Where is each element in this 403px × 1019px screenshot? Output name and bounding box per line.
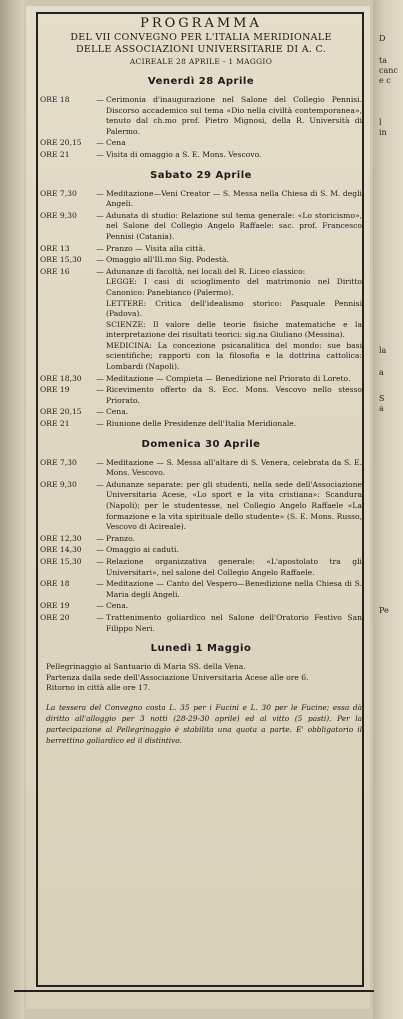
schedule-row — [40, 480, 362, 533]
schedule-row — [40, 613, 362, 634]
adjacent-fragment: in — [379, 128, 387, 137]
day-section-saturday — [40, 169, 362, 430]
adjacent-fragment: S — [379, 394, 385, 403]
adjacent-fragment: D — [379, 34, 386, 43]
schedule-row — [40, 579, 362, 600]
dash: — — [96, 149, 104, 159]
schedule-description — [106, 95, 362, 137]
description-text: Omaggio ai caduti. — [106, 545, 179, 555]
description-text: Ricevimento offerto da S. Ecc. Mons. Vescovo nello stesso Priorato. — [106, 385, 362, 405]
faculty-session-letters: LETTERE: Critica dell'idealismo storico: Pasquale Pennisi (Padova). — [106, 298, 362, 319]
schedule-row — [40, 419, 362, 430]
schedule-time: ORE 18,30 — [40, 373, 82, 383]
dash: — — [96, 138, 104, 148]
description-text: Meditazione — Canto del Vespero—Benedizione nella Chiesa di S. Maria degli Angeli. — [106, 579, 362, 599]
description-text: Riunione delle Presidenze dell'Italia Meridionale. — [106, 419, 297, 429]
schedule-description — [106, 458, 362, 479]
schedule-description — [106, 557, 362, 578]
program-content — [40, 16, 362, 746]
schedule-time: ORE 13 — [40, 243, 70, 253]
dash: — — [96, 545, 104, 555]
adjacent-fragment: a — [379, 368, 384, 377]
schedule-description — [106, 419, 362, 430]
return-line: Ritorno in città alle ore 17. — [46, 683, 151, 693]
schedule-time: ORE 20 — [40, 612, 70, 622]
day-section-friday — [40, 75, 362, 161]
bottom-rule — [14, 990, 374, 992]
schedule-row — [40, 534, 362, 545]
ticket-note: La tessera del Convegno costa L. 35 per i Fucini e L. 30 per le Fucine; essa dà diritto all'alloggio per 3 notti (28-29-30 aprile) ed al vitto (5 pasti). Per la partecipazione al Pellegrinaggio è stabilita una quota a parte. E' obbligatorio il berrettino goliardico ed il distintivo. — [46, 702, 362, 745]
dash: — — [96, 243, 104, 253]
schedule-time: ORE 15,30 — [40, 556, 82, 566]
schedule-time: ORE 14,30 — [40, 545, 82, 555]
schedule-row — [40, 255, 362, 266]
dash: — — [96, 188, 104, 198]
adjacent-fragment: canc — [379, 66, 398, 75]
schedule-row — [40, 374, 362, 385]
dash: — — [96, 457, 104, 467]
schedule-time: ORE 20,15 — [40, 407, 82, 417]
faculty-session-law: LEGGE: I casi di scioglimento del matrimonio nel Diritto Canonico: Panebianco (Palermo). — [106, 277, 362, 297]
description-text: Meditazione—Veni Creator — S. Messa nella Chiesa di S. M. degli Angeli. — [106, 188, 362, 209]
left-page-edge — [0, 0, 24, 1019]
adjacent-fragment: l — [379, 118, 382, 127]
schedule-description — [106, 255, 362, 266]
schedule-description — [106, 545, 362, 556]
schedule-time: ORE 7,30 — [40, 188, 77, 198]
adjacent-fragment: e c — [379, 76, 391, 85]
schedule-row — [40, 211, 362, 243]
day-section-monday — [40, 642, 362, 694]
schedule-row — [40, 244, 362, 255]
description-text: Cerimonia d'inaugurazione nel Salone del Collegio Pennisi. Discorso accademico sul tema «Dio nella civiltà contemporanea», tenuto dal ch.mo prof. Pietro Mignosi, della R. Università di Palermo. — [106, 95, 362, 136]
schedule-row — [40, 458, 362, 479]
schedule-description — [106, 385, 362, 406]
schedule-description — [106, 480, 362, 533]
schedule-description — [106, 244, 362, 255]
schedule-row — [40, 407, 362, 418]
schedule-description — [106, 579, 362, 600]
dash: — — [96, 479, 104, 489]
schedule-row — [40, 545, 362, 556]
pilgrimage-line: Pellegrinaggio al Santuario di Maria SS. della Vena. — [46, 662, 246, 672]
adjacent-page-strip — [373, 0, 403, 1019]
description-text: Cena — [106, 138, 126, 148]
day-title: Venerdì 28 Aprile — [147, 76, 255, 87]
adjacent-fragment: la — [379, 346, 387, 355]
description-text: Meditazione — Compieta — Benedizione nel Priorato di Loreto. — [106, 373, 351, 383]
schedule-description — [106, 150, 362, 161]
adjacent-fragment: ta — [379, 56, 387, 65]
schedule-description — [106, 374, 362, 385]
description-text: Visita di omaggio a S. E. Mons. Vescovo. — [106, 149, 262, 159]
faculty-session-sciences: SCIENZE: Il valore delle teorie fisiche matematiche e la interpretazione dei risultati teorici: sig.na Giuliano (Messina). — [106, 319, 362, 340]
description-text: Trattenimento goliardico nel Salone dell'Oratorio Festivo San Filippo Neri. — [106, 612, 362, 633]
schedule-time: ORE 19 — [40, 601, 70, 611]
schedule-time: ORE 15,30 — [40, 255, 82, 265]
schedule-time: ORE 7,30 — [40, 457, 77, 467]
departure-line: Partenza dalla sede dell'Associazione Universitaria Acese alle ore 6. — [46, 672, 309, 682]
schedule-row — [40, 385, 362, 406]
schedule-time: ORE 18 — [40, 579, 70, 589]
program-dates: ACIREALE 28 APRILE - 1 MAGGIO — [129, 57, 273, 66]
description-text: Cena. — [106, 601, 129, 611]
dash: — — [96, 255, 104, 265]
dash: — — [96, 556, 104, 566]
description-text: Adunanze separate: per gli studenti, nella sede dell'Associazione Universitaria Acese, «Lo sport e la vita cristiana»: Scandura (Napoli); per le studentesse, nel Collegio Angelo Raffaele «La formazione e la vita spirituale dello studente» (S. E. Mons. Russo, Vescovo di Acireale). — [106, 479, 362, 532]
adjacent-fragment: Pe — [379, 606, 389, 615]
dash: — — [96, 407, 104, 417]
schedule-time: ORE 9,30 — [40, 479, 77, 489]
dash: — — [96, 579, 104, 589]
schedule-row — [40, 95, 362, 137]
schedule-row — [40, 150, 362, 161]
schedule-row — [40, 601, 362, 612]
description-text: Adunanze di facoltà, nei locali del R. Liceo classico: — [106, 266, 306, 276]
schedule-description — [106, 189, 362, 210]
day-section-sunday — [40, 438, 362, 635]
schedule-time: ORE 20,15 — [40, 138, 82, 148]
dash: — — [96, 266, 104, 276]
schedule-time: ORE 19 — [40, 385, 70, 395]
description-text: Cena. — [106, 407, 129, 417]
schedule-row — [40, 189, 362, 210]
dash: — — [96, 95, 104, 104]
schedule-description — [106, 613, 362, 634]
description-text: Pranzo — Visita alla città. — [106, 243, 206, 253]
description-text: Pranzo. — [106, 533, 136, 543]
description-text: Omaggio all'Ill.mo Sig. Podestà. — [106, 255, 229, 265]
dash: — — [96, 601, 104, 611]
faculty-session-medicine: MEDICINA: La concezione psicanalitica del mondo: sue basi scientifiche; rapporti con la filosofia e la dottrina cattolica: Lombardi (Napoli). — [106, 340, 362, 372]
adjacent-fragment: a — [379, 404, 384, 413]
schedule-row — [40, 138, 362, 149]
schedule-time: ORE 21 — [40, 419, 70, 429]
dash: — — [96, 419, 104, 429]
day-title: Sabato 29 Aprile — [150, 169, 252, 181]
schedule-description — [106, 267, 362, 373]
schedule-description — [106, 534, 362, 545]
schedule-description — [106, 407, 362, 418]
schedule-time: ORE 16 — [40, 266, 70, 276]
description-text: Relazione organizzativa generale: «L'apostolato tra gli Universitari», nel salone del Collegio Angelo Raffaele. — [106, 556, 362, 577]
dash: — — [96, 373, 104, 383]
schedule-time: ORE 12,30 — [40, 533, 82, 543]
dash: — — [96, 533, 104, 543]
schedule-description — [106, 211, 362, 243]
schedule-description — [106, 601, 362, 612]
program-subtitle-line1: DEL VII CONVEGNO PER L'ITALIA MERIDIONALE — [70, 32, 332, 43]
dash: — — [96, 385, 104, 395]
schedule-row — [40, 557, 362, 578]
program-title: PROGRAMMA — [140, 16, 262, 31]
description-text: Meditazione — S. Messa all'altare di S. Venera, celebrata da S. E. Mons. Vescovo. — [106, 457, 362, 478]
dash: — — [96, 612, 104, 622]
dash: — — [96, 210, 104, 220]
schedule-time: ORE 9,30 — [40, 210, 77, 220]
schedule-time: ORE 18 — [40, 95, 70, 104]
schedule-time: ORE 21 — [40, 149, 70, 159]
description-text: Adunata di studio: Relazione sul tema generale: «Lo storicismo», nel Salone del Collegio Angelo Raffaele: sac. prof. Francesco Pennisi (Catania). — [106, 210, 362, 241]
schedule-description — [106, 138, 362, 149]
schedule-row — [40, 267, 362, 373]
day-title: Lunedì 1 Maggio — [150, 643, 252, 655]
day-title: Domenica 30 Aprile — [141, 438, 261, 450]
program-subtitle-line2: DELLE ASSOCIAZIONI UNIVERSITARIE DI A. C. — [75, 44, 327, 55]
